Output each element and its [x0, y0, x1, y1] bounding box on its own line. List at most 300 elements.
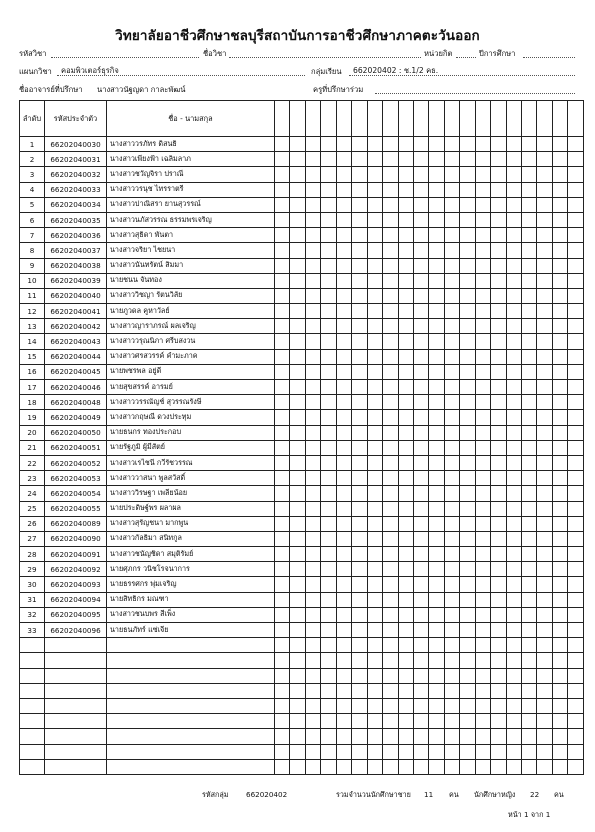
blank-cell: [537, 744, 552, 759]
blank-cell: [413, 531, 428, 546]
blank-cell: [491, 683, 506, 698]
student-name: นางสาวนภัสวรรณ ธรรมพรเจริญ: [107, 212, 275, 227]
table-row: [20, 698, 584, 713]
row-number: [20, 653, 45, 668]
blank-cell: [475, 714, 490, 729]
blank-cell: [429, 668, 444, 683]
student-id: 66202040038: [45, 258, 107, 273]
student-id: 66202040044: [45, 349, 107, 364]
blank-cell: [522, 516, 537, 531]
student-id: 66202040051: [45, 440, 107, 455]
table-row: [20, 653, 584, 668]
blank-cell: [491, 410, 506, 425]
row-number: 28: [20, 547, 45, 562]
blank-cell: [367, 577, 382, 592]
blank-cell: [321, 410, 336, 425]
blank-cell: [290, 197, 305, 212]
blank-cell: [552, 167, 567, 182]
blank-cell: [305, 349, 320, 364]
blank-cell: [429, 380, 444, 395]
blank-cell: [506, 592, 521, 607]
blank-cell: [522, 744, 537, 759]
footer-group-code-label: รหัสกลุ่ม: [202, 790, 229, 799]
row-number: 17: [20, 380, 45, 395]
blank-cell: [290, 319, 305, 334]
student-name: นายพชรพล อยู่ดี: [107, 364, 275, 379]
footer-unit-male: คน: [449, 790, 459, 799]
blank-cell: [275, 182, 290, 197]
blank-cell: [568, 714, 583, 729]
blank-cell: [537, 273, 552, 288]
blank-cell: [460, 607, 475, 622]
blank-cell: [398, 288, 413, 303]
blank-cell: [475, 547, 490, 562]
blank-cell: [460, 592, 475, 607]
blank-cell: [305, 228, 320, 243]
blank-cell: [321, 197, 336, 212]
blank-cell: [460, 744, 475, 759]
blank-cell: [383, 729, 398, 744]
blank-cell: [506, 228, 521, 243]
blank-cell: [491, 243, 506, 258]
blank-cell: [522, 440, 537, 455]
blank-cell: [290, 273, 305, 288]
row-number: 2: [20, 152, 45, 167]
blank-cell: [506, 516, 521, 531]
blank-cell: [413, 273, 428, 288]
blank-cell: [275, 319, 290, 334]
student-name: [107, 729, 275, 744]
blank-cell: [352, 410, 367, 425]
blank-cell: [429, 212, 444, 227]
year-field: [523, 57, 575, 58]
blank-cell: [305, 319, 320, 334]
blank-cell: [305, 440, 320, 455]
table-row: [20, 714, 584, 729]
blank-cell: [398, 486, 413, 501]
blank-cell: [522, 395, 537, 410]
blank-cell: [321, 425, 336, 440]
blank-cell: [305, 486, 320, 501]
blank-cell: [537, 349, 552, 364]
group-value: 662020402 : ช.1/2 คธ.: [353, 66, 439, 75]
blank-cell: [537, 304, 552, 319]
blank-cell: [491, 349, 506, 364]
blank-cell: [290, 744, 305, 759]
blank-cell: [398, 653, 413, 668]
student-id: [45, 698, 107, 713]
blank-cell: [336, 729, 351, 744]
blank-cell: [522, 228, 537, 243]
student-id: 66202040096: [45, 623, 107, 638]
blank-cell: [537, 729, 552, 744]
blank-cell: [522, 243, 537, 258]
blank-cell: [491, 744, 506, 759]
blank-cell: [367, 471, 382, 486]
blank-cell: [460, 273, 475, 288]
blank-cell: [475, 683, 490, 698]
table-row: [20, 744, 584, 759]
blank-cell: [491, 212, 506, 227]
blank-cell: [429, 577, 444, 592]
blank-cell: [275, 729, 290, 744]
blank-cell: [537, 212, 552, 227]
blank-cell: [460, 759, 475, 774]
blank-cell: [305, 714, 320, 729]
blank-cell: [522, 258, 537, 273]
blank-cell: [321, 759, 336, 774]
blank-cell: [460, 440, 475, 455]
table-row: [20, 182, 584, 197]
blank-cell: [506, 455, 521, 470]
blank-cell: [506, 623, 521, 638]
blank-cell: [352, 638, 367, 653]
student-id: 66202040095: [45, 607, 107, 622]
student-id: 66202040040: [45, 288, 107, 303]
blank-cell: [552, 395, 567, 410]
blank-cell: [290, 623, 305, 638]
header-blank-column: [460, 101, 475, 137]
header-name: ชื่อ - นามสกุล: [107, 101, 275, 137]
credits-field: [456, 57, 476, 58]
blank-cell: [290, 258, 305, 273]
blank-cell: [383, 395, 398, 410]
blank-cell: [522, 167, 537, 182]
student-name: นางสาวศรสวรรค์ คำมะภาค: [107, 349, 275, 364]
student-id: 66202040045: [45, 364, 107, 379]
blank-cell: [552, 653, 567, 668]
blank-cell: [537, 714, 552, 729]
blank-cell: [305, 547, 320, 562]
blank-cell: [475, 455, 490, 470]
blank-cell: [444, 638, 459, 653]
student-name: นายประดิษฐ์พร ผลาผล: [107, 501, 275, 516]
blank-cell: [383, 334, 398, 349]
blank-cell: [336, 167, 351, 182]
blank-cell: [537, 547, 552, 562]
blank-cell: [398, 137, 413, 152]
blank-cell: [352, 425, 367, 440]
blank-cell: [522, 364, 537, 379]
row-number: 21: [20, 440, 45, 455]
blank-cell: [552, 744, 567, 759]
student-name: [107, 714, 275, 729]
blank-cell: [367, 714, 382, 729]
blank-cell: [336, 471, 351, 486]
blank-cell: [429, 744, 444, 759]
blank-cell: [491, 167, 506, 182]
footer-male-count: 11: [424, 790, 434, 799]
blank-cell: [275, 516, 290, 531]
blank-cell: [429, 531, 444, 546]
blank-cell: [290, 137, 305, 152]
blank-cell: [460, 349, 475, 364]
blank-cell: [383, 698, 398, 713]
blank-cell: [321, 167, 336, 182]
blank-cell: [275, 167, 290, 182]
table-row: [20, 380, 584, 395]
blank-cell: [367, 698, 382, 713]
blank-cell: [275, 714, 290, 729]
blank-cell: [305, 258, 320, 273]
row-number: 8: [20, 243, 45, 258]
blank-cell: [537, 288, 552, 303]
blank-cell: [568, 425, 583, 440]
blank-cell: [367, 228, 382, 243]
blank-cell: [568, 698, 583, 713]
student-id: 66202040054: [45, 486, 107, 501]
blank-cell: [475, 137, 490, 152]
blank-cell: [367, 334, 382, 349]
student-id: 66202040093: [45, 577, 107, 592]
blank-cell: [413, 471, 428, 486]
blank-cell: [275, 638, 290, 653]
blank-cell: [336, 395, 351, 410]
blank-cell: [367, 197, 382, 212]
blank-cell: [352, 577, 367, 592]
blank-cell: [336, 668, 351, 683]
header-blank-column: [568, 101, 583, 137]
blank-cell: [352, 334, 367, 349]
header-blank-column: [321, 101, 336, 137]
blank-cell: [275, 304, 290, 319]
blank-cell: [305, 243, 320, 258]
table-row: [20, 197, 584, 212]
blank-cell: [321, 516, 336, 531]
blank-cell: [336, 577, 351, 592]
blank-cell: [522, 607, 537, 622]
student-id: 66202040043: [45, 334, 107, 349]
student-id: [45, 729, 107, 744]
blank-cell: [352, 349, 367, 364]
blank-cell: [321, 440, 336, 455]
footer-total-label: รวมจำนวนนักศึกษาชาย: [336, 790, 411, 799]
department-value: คอมพิวเตอร์ธุรกิจ: [61, 66, 119, 75]
blank-cell: [475, 562, 490, 577]
student-name: นางสาวญาราภรณ์ ผลเจริญ: [107, 319, 275, 334]
blank-cell: [460, 547, 475, 562]
blank-cell: [506, 440, 521, 455]
blank-cell: [522, 486, 537, 501]
blank-cell: [552, 182, 567, 197]
row-number: [20, 729, 45, 744]
blank-cell: [305, 592, 320, 607]
blank-cell: [568, 547, 583, 562]
blank-cell: [367, 455, 382, 470]
student-id: 66202040041: [45, 304, 107, 319]
blank-cell: [491, 471, 506, 486]
blank-cell: [275, 623, 290, 638]
blank-cell: [336, 592, 351, 607]
blank-cell: [367, 683, 382, 698]
blank-cell: [475, 395, 490, 410]
blank-cell: [537, 623, 552, 638]
blank-cell: [305, 577, 320, 592]
blank-cell: [475, 486, 490, 501]
student-name: นางสาววรุณนิภา ศรีบสงวน: [107, 334, 275, 349]
table-row: [20, 288, 584, 303]
blank-cell: [398, 455, 413, 470]
blank-cell: [367, 547, 382, 562]
blank-cell: [475, 759, 490, 774]
table-row: [20, 212, 584, 227]
header-blank-column: [398, 101, 413, 137]
row-number: 4: [20, 182, 45, 197]
blank-cell: [275, 592, 290, 607]
blank-cell: [290, 288, 305, 303]
blank-cell: [537, 182, 552, 197]
blank-cell: [321, 607, 336, 622]
blank-cell: [460, 516, 475, 531]
blank-cell: [460, 471, 475, 486]
table-row: [20, 668, 584, 683]
blank-cell: [429, 516, 444, 531]
blank-cell: [460, 562, 475, 577]
blank-cell: [383, 562, 398, 577]
blank-cell: [537, 577, 552, 592]
blank-cell: [444, 212, 459, 227]
blank-cell: [367, 607, 382, 622]
table-row: [20, 577, 584, 592]
header-blank-column: [275, 101, 290, 137]
blank-cell: [506, 547, 521, 562]
blank-cell: [383, 744, 398, 759]
blank-cell: [275, 152, 290, 167]
blank-cell: [444, 410, 459, 425]
blank-cell: [352, 288, 367, 303]
blank-cell: [398, 410, 413, 425]
blank-cell: [413, 562, 428, 577]
blank-cell: [413, 349, 428, 364]
blank-cell: [537, 425, 552, 440]
blank-cell: [491, 380, 506, 395]
blank-cell: [290, 547, 305, 562]
blank-cell: [398, 577, 413, 592]
table-row: [20, 516, 584, 531]
student-id: 66202040048: [45, 395, 107, 410]
blank-cell: [429, 653, 444, 668]
blank-cell: [336, 744, 351, 759]
blank-cell: [568, 683, 583, 698]
blank-cell: [444, 729, 459, 744]
blank-cell: [460, 288, 475, 303]
blank-cell: [275, 501, 290, 516]
student-id: 66202040035: [45, 212, 107, 227]
group-label: กลุ่มเรียน: [311, 67, 342, 76]
blank-cell: [491, 288, 506, 303]
blank-cell: [352, 258, 367, 273]
blank-cell: [275, 425, 290, 440]
blank-cell: [475, 273, 490, 288]
blank-cell: [413, 288, 428, 303]
blank-cell: [367, 243, 382, 258]
blank-cell: [398, 683, 413, 698]
blank-cell: [398, 547, 413, 562]
blank-cell: [413, 638, 428, 653]
blank-cell: [444, 288, 459, 303]
blank-cell: [336, 714, 351, 729]
blank-cell: [290, 653, 305, 668]
blank-cell: [290, 334, 305, 349]
blank-cell: [413, 623, 428, 638]
blank-cell: [429, 304, 444, 319]
blank-cell: [398, 531, 413, 546]
blank-cell: [383, 243, 398, 258]
row-number: 3: [20, 167, 45, 182]
row-number: [20, 683, 45, 698]
blank-cell: [383, 197, 398, 212]
blank-cell: [552, 531, 567, 546]
blank-cell: [568, 334, 583, 349]
blank-cell: [537, 486, 552, 501]
table-row: [20, 349, 584, 364]
blank-cell: [506, 364, 521, 379]
student-id: 66202040046: [45, 380, 107, 395]
blank-cell: [460, 167, 475, 182]
blank-cell: [429, 182, 444, 197]
blank-cell: [336, 547, 351, 562]
blank-cell: [444, 258, 459, 273]
blank-cell: [475, 152, 490, 167]
blank-cell: [522, 729, 537, 744]
blank-cell: [413, 334, 428, 349]
blank-cell: [413, 212, 428, 227]
blank-cell: [552, 212, 567, 227]
blank-cell: [444, 243, 459, 258]
blank-cell: [506, 273, 521, 288]
blank-cell: [398, 698, 413, 713]
blank-cell: [413, 698, 428, 713]
blank-cell: [336, 425, 351, 440]
blank-cell: [336, 319, 351, 334]
row-number: 5: [20, 197, 45, 212]
blank-cell: [321, 623, 336, 638]
blank-cell: [398, 607, 413, 622]
blank-cell: [352, 592, 367, 607]
blank-cell: [444, 668, 459, 683]
blank-cell: [290, 243, 305, 258]
blank-cell: [552, 683, 567, 698]
blank-cell: [290, 577, 305, 592]
blank-cell: [383, 182, 398, 197]
blank-cell: [352, 395, 367, 410]
blank-cell: [398, 304, 413, 319]
blank-cell: [491, 638, 506, 653]
blank-cell: [537, 455, 552, 470]
blank-cell: [506, 607, 521, 622]
blank-cell: [321, 547, 336, 562]
blank-cell: [429, 729, 444, 744]
blank-cell: [429, 258, 444, 273]
blank-cell: [491, 319, 506, 334]
header-row-department: [19, 66, 579, 76]
blank-cell: [491, 516, 506, 531]
blank-cell: [568, 653, 583, 668]
header-no: ลำดับ: [20, 101, 45, 137]
blank-cell: [552, 638, 567, 653]
blank-cell: [367, 729, 382, 744]
blank-cell: [352, 501, 367, 516]
blank-cell: [321, 258, 336, 273]
blank-cell: [429, 288, 444, 303]
header-blank-column: [444, 101, 459, 137]
blank-cell: [475, 668, 490, 683]
student-id: 66202040037: [45, 243, 107, 258]
blank-cell: [336, 304, 351, 319]
blank-cell: [491, 440, 506, 455]
blank-cell: [383, 516, 398, 531]
blank-cell: [352, 455, 367, 470]
